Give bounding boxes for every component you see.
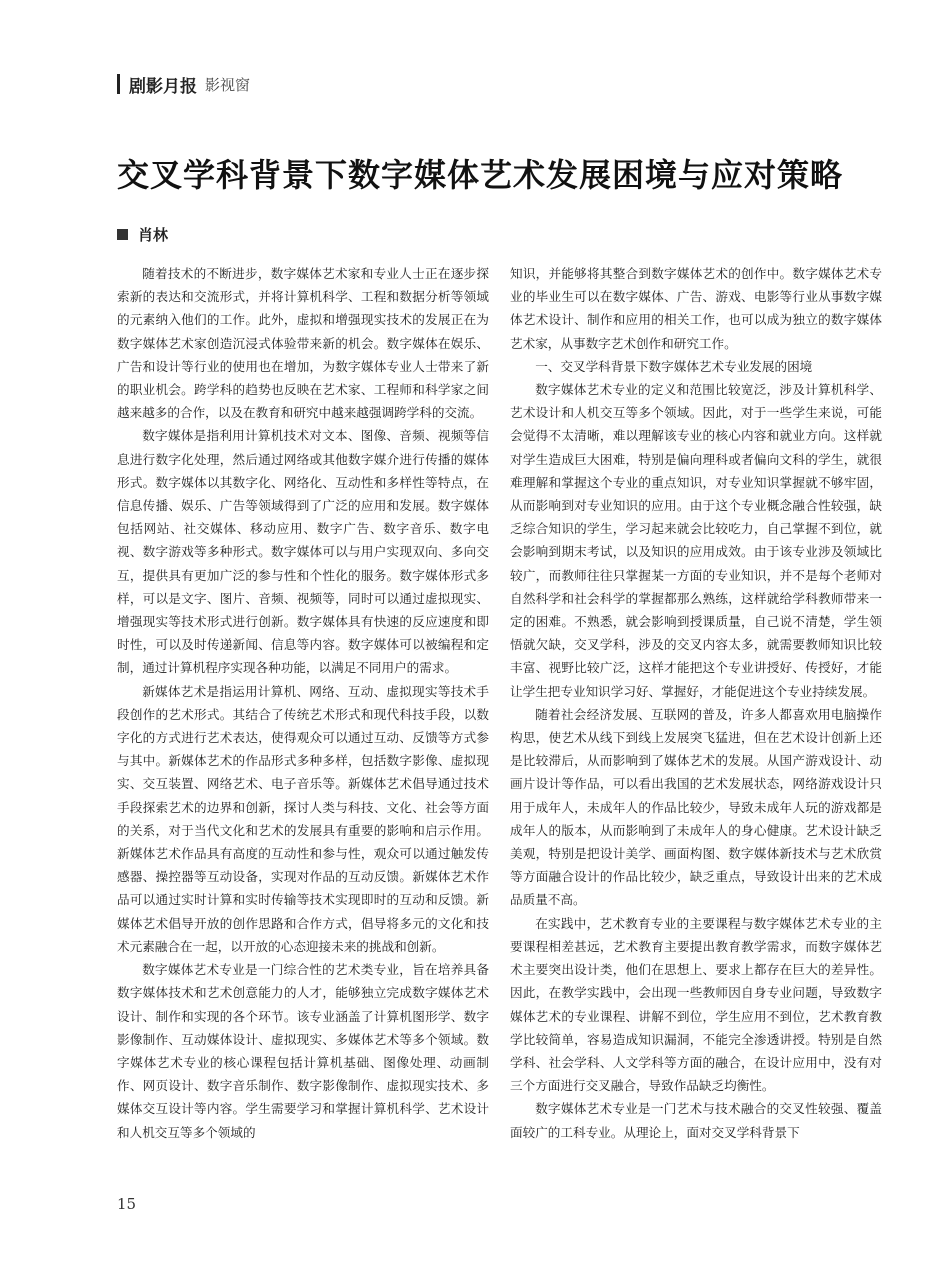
paragraph: 数字媒体艺术专业是一门综合性的艺术类专业，旨在培养具备数字媒体技术和艺术创意能力的人才，能够独立完成数字媒体艺术设计、制作和实现的各个环节。该专业涵盖了计算机图形学、数字影像制作、互动媒体设计、虚拟现实、多媒体艺术等多个领域。数字媒体艺术专业的核心课程包括计算机基础、图像处理、动画制作、网页设计、数字音乐制作、数字影像制作、虚拟现实技术、多媒体交互设计等内容。学生需要学习和掌握计算机科学、艺术设计和人机交互等多个领域的 (117, 962, 489, 1140)
publication-name: 剧影月报 (129, 76, 197, 97)
section-heading: 一、交叉学科背景下数字媒体艺术专业发展的困境 (535, 358, 813, 374)
author-square-icon (117, 229, 128, 240)
paragraph: 随着技术的不断进步，数字媒体艺术家和专业人士正在逐步探索新的表达和交流形式，并将计算机科学、工程和数据分析等领域的元素纳入他们的工作。此外，虚拟和增强现实技术的发展正在为数字媒体艺术家创造沉浸式体验带来新的机会。数字媒体在娱乐、广告和设计等行业的使用也在增加，为数字媒体专业人士带来了新的职业机会。跨学科的趋势也反映在艺术家、工程师和科学家之间越来越多的合作，以及在教育和研究中越来越强调跨学科的交流。 (117, 266, 489, 421)
author-line (117, 224, 168, 245)
paragraph: 数字媒体是指利用计算机技术对文本、图像、音频、视频等信息进行数字化处理，然后通过网络或其他数字媒介进行传播的媒体形式。数字媒体以其数字化、网络化、互动性和多样性等特点，在信息传播、娱乐、广告等领域得到了广泛的应用和发展。数字媒体包括网站、社交媒体、移动应用、数字广告、数字音乐、数字电视、数字游戏等多种形式。数字媒体可以与用户实现双向、多向交互，提供具有更加广泛的参与性和个性化的服务。数字媒体形式多样，可以是文字、图片、音频、视频等，同时可以通过虚拟现实、增强现实等技术形式进行创新。数字媒体具有快速的反应速度和即时性，可以及时传递新闻、信息等内容。数字媒体可以被编程和定制，通过计算机程序实现各种功能，以满足不同用户的需求。 (117, 428, 489, 676)
article-title: 交叉学科背景下数字媒体艺术发展困境与应对策略 (117, 156, 844, 194)
page-number: 15 (117, 1195, 137, 1213)
paragraph-continued: 知识，并能够将其整合到数字媒体艺术的创作中。数字媒体艺术专业的毕业生可以在数字媒体、广告、游戏、电影等行业从事数字媒体艺术设计、制作和应用的相关工作，也可以成为独立的数字媒体艺术家，从事数字艺术创作和研究工作。 (510, 266, 882, 351)
author-name: 肖林 (138, 226, 169, 244)
paragraph: 新媒体艺术是指运用计算机、网络、互动、虚拟现实等技术手段创作的艺术形式。其结合了传统艺术形式和现代科技手段，以数字化的方式进行艺术表达，使得观众可以通过互动、反馈等方式参与其中。新媒体艺术的作品形式多种多样，包括数字影像、虚拟现实、交互装置、网络艺术、电子音乐等。新媒体艺术倡导通过技术手段探索艺术的边界和创新，探讨人类与科技、文化、社会等方面的关系，对于当代文化和艺术的发展具有重要的影响和启示作用。新媒体艺术作品具有高度的互动性和参与性，观众可以通过触发传感器、操控器等互动设备，实现对作品的互动反馈。新媒体艺术作品可以通过实时计算和实时传输等技术实现即时的互动和反馈。新媒体艺术倡导开放的创作思路和合作方式，倡导将多元的文化和技术元素融合在一起，以开放的心态迎接未来的挑战和创新。 (117, 683, 489, 954)
header-bar (117, 74, 120, 94)
paragraph: 数字媒体艺术专业的定义和范围比较宽泛，涉及计算机科学、艺术设计和人机交互等多个领域。因此，对于一些学生来说，可能会觉得不太清晰，难以理解该专业的核心内容和就业方向。这样就对学生造成巨大困难，特别是偏向理科或者偏向文科的学生，就很难理解和掌握这个专业的重点知识，对专业知识掌握就不够牢固，从而影响到对专业知识的应用。由于这个专业概念融合性较强，缺乏综合知识的学生，学习起来就会比较吃力，自己掌握不到位，就会影响到期末考试，以及知识的应用成效。由于该专业涉及领域比较广，而教师往往只掌握某一方面的专业知识，并不是每个老师对自然科学和社会科学的掌握都那么熟练，这样就给学科教师带来一定的困难。不熟悉，就会影响到授课质量，自己说不清楚，学生领悟就欠缺，交叉学科，涉及的交叉内容太多，就需要教师知识比较丰富、视野比较广泛，这样才能把这个专业讲授好、传授好，才能让学生把专业知识学习好、掌握好，才能促进这个专业持续发展。 (510, 382, 882, 699)
paragraph: 随着社会经济发展、互联网的普及，许多人都喜欢用电脑操作构思，使艺术从线下到线上发展突飞猛进，但在艺术设计创新上还是比较滞后，从而影响到了媒体艺术的发展。从国产游戏设计、动画片设计等作品，可以看出我国的艺术发展状态，网络游戏设计只用于成年人，未成年人的作品比较少，导致未成年人玩的游戏都是成年人的版本，从而影响到了未成年人的身心健康。艺术设计缺乏美观，特别是把设计美学、画面构图、数字媒体新技术与艺术欣赏等方面融合设计的作品比较少，缺乏重点，导致设计出来的艺术成品质量不高。 (510, 706, 882, 908)
left-column (117, 262, 489, 1144)
right-column (510, 262, 882, 1144)
paragraph: 数字媒体艺术专业是一门艺术与技术融合的交叉性较强、覆盖面较广的工科专业。从理论上，面对交叉学科背景下 (510, 1101, 882, 1140)
running-header (117, 70, 250, 98)
section-name: 影视窗 (205, 75, 251, 94)
paragraph: 在实践中，艺术教育专业的主要课程与数字媒体艺术专业的主要课程相差甚远，艺术教育主要提出教育教学需求，而数字媒体艺术主要突出设计类，他们在思想上、要求上都存在巨大的差异性。因此，在教学实践中，会出现一些教师因自身专业问题，导致数字媒体艺术的专业课程、讲解不到位，学生应用不到位，艺术教育教学比较简单，容易造成知识漏洞，不能完全渗透讲授。特别是自然学科、社会学科、人文学科等方面的融合，在设计应用中，没有对三个方面进行交叉融合，导致作品缺乏均衡性。 (510, 915, 882, 1094)
